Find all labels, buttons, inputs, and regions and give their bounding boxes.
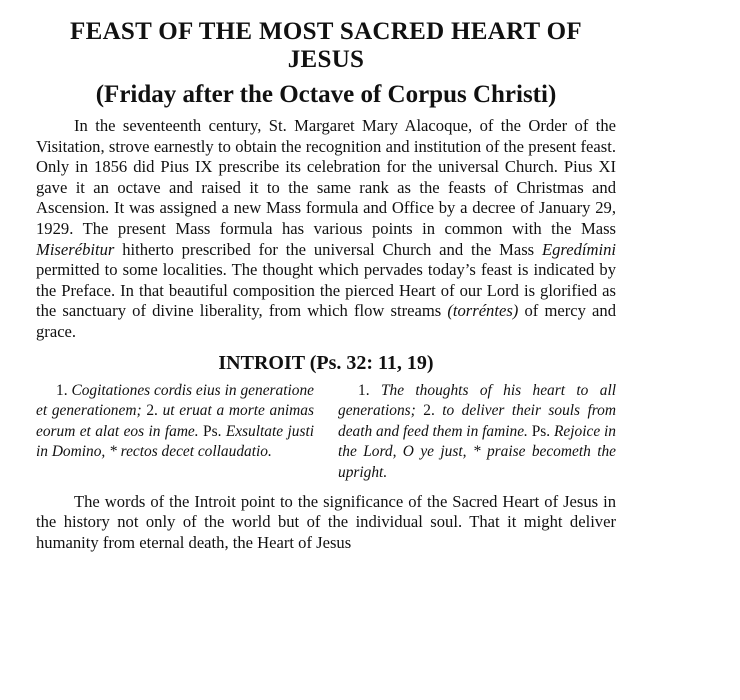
intro-text-1: In the seventeenth century, St. Margaret Mary Alacoque, of the Order of the Visitation, strove earnestly to obtain the recognition and institution of the present feast. Only in 1856 did Pius IX prescribe its celebration for the universal Church. Pius XI gave it an octave and raised it to the same rank as the feasts of Christmas and Ascension. It was assigned a new Mass formula and Office by a decree of January 29, 1929. The present Mass formula has various points in common with the Mass: [36, 116, 616, 238]
intro-text-4: of mercy and grace.: [36, 301, 617, 341]
introit-reference: (Ps. 32: 11, 19): [309, 351, 434, 374]
english-verse-2: to deliver their souls from death and feed them in famine.: [338, 402, 616, 440]
mass-name-miserebitur: Miserébitur: [36, 239, 115, 259]
latin-psalm-verse: Exsultate justi in Domino, * rectos decet collaudatio.: [36, 422, 315, 461]
page-title: FEAST OF THE MOST SACRED HEART OF JESUS: [70, 18, 582, 73]
latin-verse-2: ut eruat a morte animas eorum et alat eos in fame.: [36, 402, 314, 440]
english-verse-1: The thoughts of his heart to all generations;: [338, 381, 617, 420]
introit-heading: [36, 351, 616, 375]
intro-paragraph: [36, 116, 616, 343]
introit-english-column: [338, 381, 616, 484]
page: [36, 18, 616, 553]
term-torrentes: (torréntes): [447, 301, 519, 321]
english-ps-label: Ps.: [527, 422, 555, 440]
introit-label: INTROIT: [218, 351, 305, 374]
english-psalm-verse: Rejoice in the Lord, O ye just, * praise becometh the upright.: [338, 422, 616, 481]
introit-columns: [36, 381, 616, 484]
english-num-1: 1.: [358, 381, 381, 399]
intro-text-3: permitted to some localities. The thought which pervades today’s feast is indicated by the Preface. In that beautiful composition the pierced Heart of our Lord is glorified as the sanctuary of divine liberality, from which flow streams: [36, 260, 616, 321]
introit-latin-column: [36, 381, 314, 484]
intro-text-2: hitherto prescribed for the universal Church and the Mass: [114, 239, 542, 259]
english-num-2: 2.: [415, 402, 443, 420]
closing-paragraph: The words of the Introit point to the significance of the Sacred Heart of Jesus in the history not only of the world but of the individual soul. That it might deliver humanity from eternal death, the Heart of Jesus: [36, 491, 616, 552]
mass-name-egredimini: Egredímini: [541, 239, 616, 259]
latin-num-2: 2.: [141, 402, 163, 420]
latin-ps-label: Ps.: [198, 422, 226, 440]
latin-verse-1: Cogitationes cordis eius in generatione et generationem;: [36, 381, 314, 420]
latin-num-1: 1.: [56, 381, 72, 399]
page-subtitle: (Friday after the Octave of Corpus Christi): [95, 81, 557, 108]
